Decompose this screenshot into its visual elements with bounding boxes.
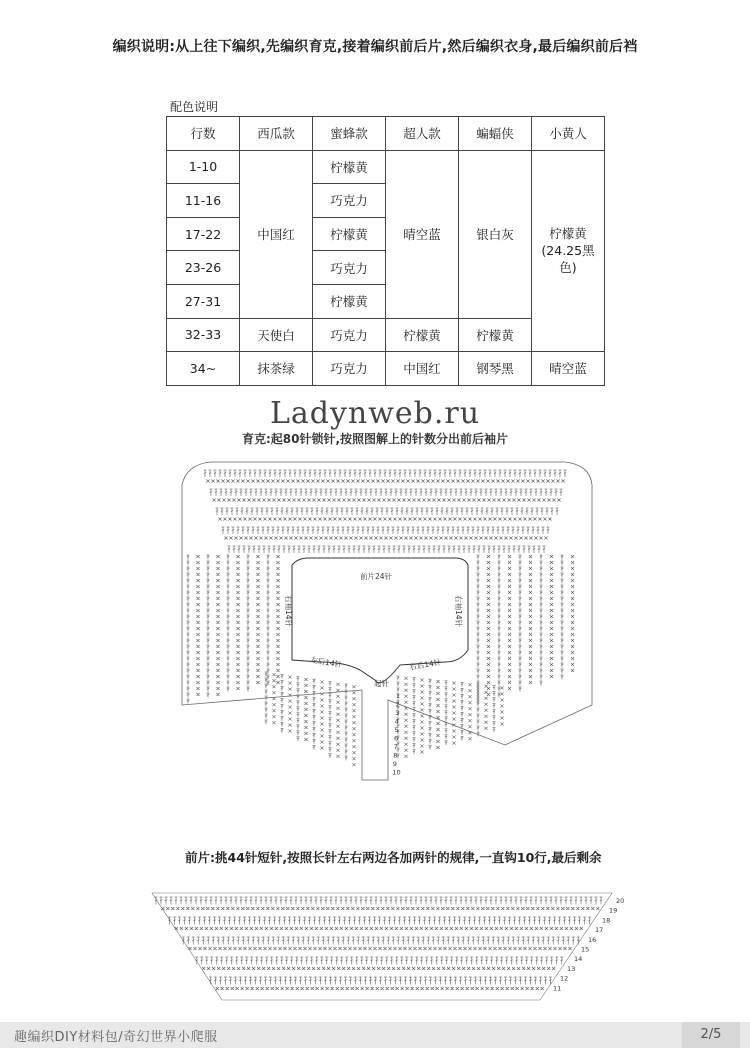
batman-cell: 钢琴黑: [459, 352, 532, 386]
watermelon-cell: 抹茶绿: [240, 352, 313, 386]
yoke-caption: 育克:起80针锁针,按照图解上的针数分出前后袖片: [241, 432, 509, 446]
footer-bar: [0, 1022, 750, 1048]
bee-cell: 巧克力: [313, 251, 386, 285]
superman-cell: 中国红: [386, 352, 459, 386]
watermelon-cell: 天使白: [240, 318, 313, 352]
front-row-number: 15: [581, 945, 590, 954]
yoke-chart: [182, 462, 592, 780]
bee-cell: 柠檬黄: [313, 150, 386, 184]
row-range: 23-26: [167, 251, 240, 285]
footer-title: 趣编织DIY材料包/奇幻世界小爬服: [14, 1030, 218, 1045]
bee-cell: 巧克力: [313, 318, 386, 352]
header-bee: 蜜蜂款: [313, 117, 386, 151]
front-stitch-label: 前片24针: [360, 572, 393, 581]
yoke-row-number: 10: [392, 768, 401, 777]
front-row-number: 20: [616, 897, 625, 905]
bee-cell: 柠檬黄: [313, 217, 386, 251]
row-range: 11-16: [167, 184, 240, 218]
batman-cell: 柠檬黄: [459, 318, 532, 352]
front-row-number: 12: [560, 974, 569, 983]
front-row-number: 19: [609, 906, 618, 915]
front-row-number: 17: [595, 926, 604, 935]
yoke-row-number: 9: [392, 760, 397, 768]
header-watermelon: 西瓜款: [240, 117, 313, 151]
bee-cell: 巧克力: [313, 352, 386, 386]
back-right-label: 右后14针: [408, 657, 442, 672]
row-range: 34~: [167, 352, 240, 386]
yoke-row-number: 4: [394, 717, 399, 726]
superman-cell: 晴空蓝: [386, 150, 459, 318]
color-table-caption: 配色说明: [170, 100, 219, 114]
page-number: 2/5: [682, 1022, 740, 1048]
row-range: 1-10: [167, 150, 240, 184]
watermark: Ladynweb.ru: [269, 396, 481, 431]
yoke-row-number: 6: [394, 734, 399, 743]
front-row-number: 16: [588, 935, 597, 944]
row-range: 27-31: [167, 284, 240, 318]
row-range: 32-33: [167, 318, 240, 352]
superman-cell: 柠檬黄: [386, 318, 459, 352]
front-row-number: 14: [574, 955, 583, 964]
yoke-row-number: 2: [395, 700, 400, 709]
yoke-row-number: 8: [393, 751, 398, 760]
front-piece-chart: [152, 893, 624, 1000]
header-rows: 行数: [167, 117, 240, 151]
header-batman: 蝙蝠侠: [459, 117, 532, 151]
front-row-number: 11: [553, 984, 562, 993]
page-title: 编织说明:从上往下编织,先编织育克,接着编织前后片,然后编织衣身,最后编织前后裆: [112, 39, 638, 55]
front-piece-caption: 前片:挑44针短针,按照长针左右两边各加两针的规律,一直钩10行,最后剩余: [185, 850, 602, 865]
yoke-row-number: 5: [394, 726, 399, 734]
back-left-label: 左后14针: [309, 655, 343, 670]
bee-cell: 柠檬黄: [313, 284, 386, 318]
batman-cell: 银白灰: [459, 150, 532, 318]
left-sleeve-label: 右袖14针: [454, 595, 463, 628]
header-minion: 小黄人: [532, 117, 605, 151]
start-label: 起针: [374, 679, 389, 688]
yoke-row-number: 7: [393, 743, 398, 751]
watermelon-cell: 中国红: [240, 150, 313, 318]
yoke-row-number: 1: [396, 692, 401, 700]
front-row-number: 18: [602, 916, 611, 925]
minion-cell: 晴空蓝: [532, 352, 605, 386]
yoke-row-number: 3: [395, 709, 400, 717]
row-range: 17-22: [167, 217, 240, 251]
right-sleeve-label: 右袖14针: [284, 595, 293, 628]
bee-cell: 巧克力: [313, 184, 386, 218]
front-row-number: 13: [567, 964, 576, 973]
header-superman: 超人款: [386, 117, 459, 151]
minion-cell: 柠檬黄 (24.25黑 色): [532, 150, 605, 352]
